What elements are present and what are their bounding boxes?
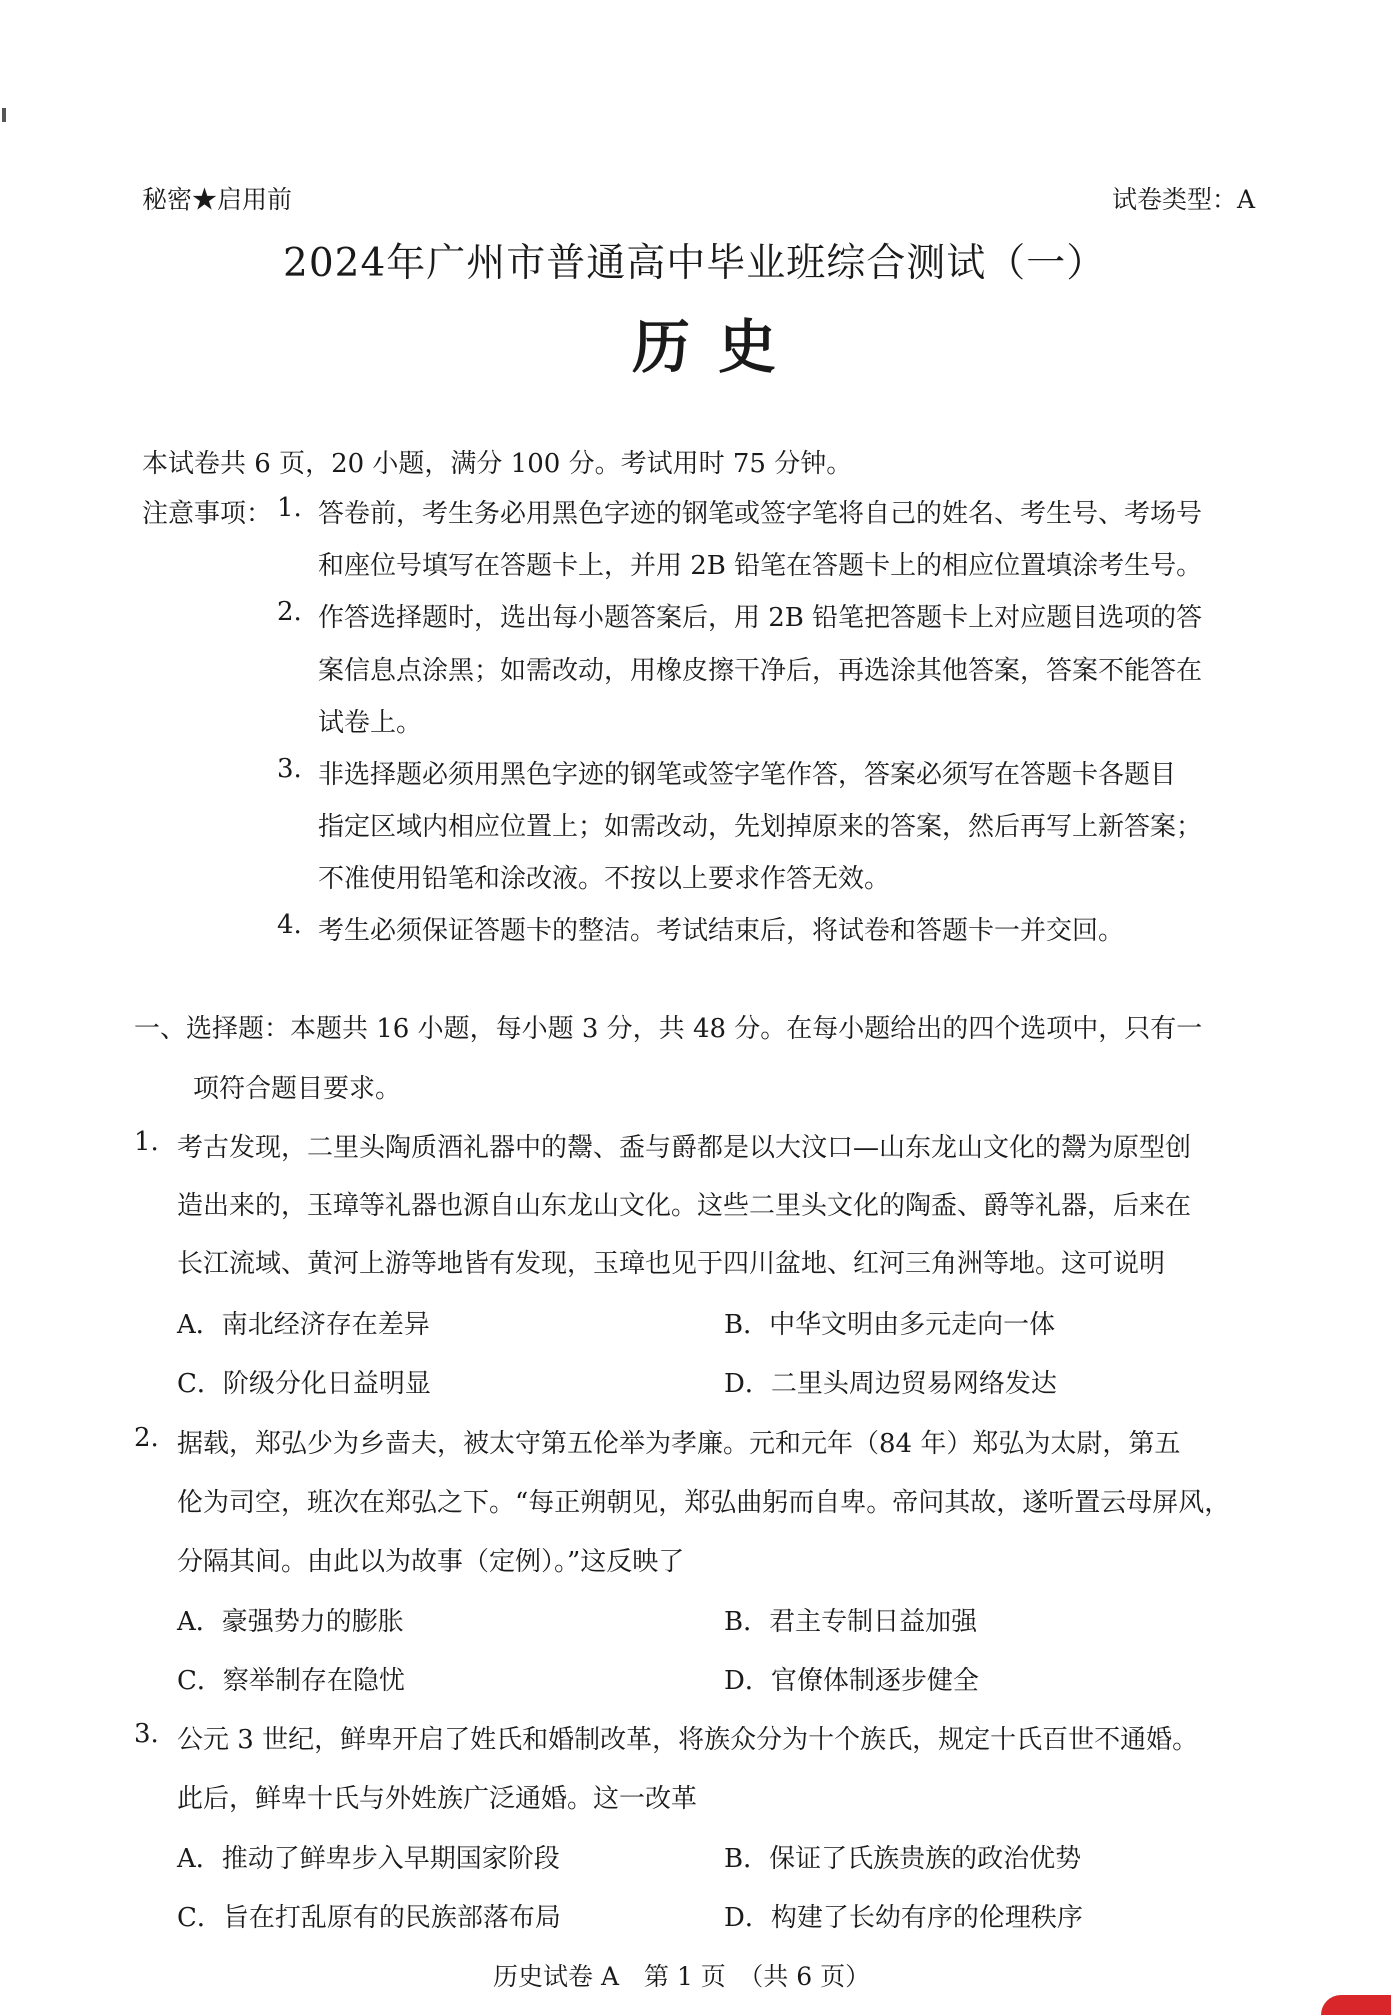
option-a: A．推动了鲜卑步入早期国家阶段 — [177, 1844, 560, 1874]
scan-mark — [2, 108, 6, 122]
question-line: 考古发现，二里头陶质酒礼器中的鬶、盉与爵都是以大汶口—山东龙山文化的鬶为原型创 — [177, 1133, 1192, 1163]
section-heading: 一、选择题：本题共 16 小题，每小题 3 分，共 48 分。在每小题给出的四个选项中，只有一 — [134, 1014, 1203, 1044]
question-line: 此后，鲜卑十氏与外姓族广泛通婚。这一改革 — [177, 1784, 698, 1814]
note-number: 3. — [277, 754, 302, 784]
question-line: 分隔其间。由此以为故事（定例）。”这反映了 — [177, 1547, 685, 1577]
note-line: 案信息点涂黑；如需改动，用橡皮擦干净后，再选涂其他答案，答案不能答在 — [318, 656, 1203, 686]
option-d: D．官僚体制逐步健全 — [724, 1666, 979, 1696]
confidential-label: 秘密★启用前 — [142, 185, 293, 214]
exam-title: 2024年广州市普通高中毕业班综合测试（一） — [283, 241, 1107, 286]
question-line: 伦为司空，班次在郑弘之下。“每正朔朝见，郑弘曲躬而自卑。帝问其故，遂听置云母屏风， — [177, 1488, 1231, 1518]
page-footer: 历史试卷 A 第 1 页 （共 6 页） — [493, 1962, 871, 1991]
option-c: C．阶级分化日益明显 — [177, 1369, 431, 1399]
option-d: D．二里头周边贸易网络发达 — [724, 1369, 1057, 1399]
corner-tab — [1321, 1995, 1391, 2015]
question-number: 1. — [134, 1127, 159, 1157]
notes-label: 注意事项： — [142, 499, 273, 529]
note-number: 4. — [277, 910, 302, 940]
option-d: D．构建了长幼有序的伦理秩序 — [724, 1903, 1083, 1933]
note-line: 和座位号填写在答题卡上，并用 2B 铅笔在答题卡上的相应位置填涂考生号。 — [318, 551, 1203, 581]
option-b: B．保证了氏族贵族的政治优势 — [724, 1844, 1082, 1874]
option-c: C．察举制存在隐忧 — [177, 1666, 405, 1696]
question-number: 3. — [134, 1719, 159, 1749]
option-b: B．君主专制日益加强 — [724, 1607, 978, 1637]
question-line: 公元 3 世纪，鲜卑开启了姓氏和婚制改革，将族众分为十个族氏，规定十氏百世不通婚。 — [177, 1725, 1199, 1755]
question-line: 据载，郑弘少为乡啬夫，被太守第五伦举为孝廉。元和元年（84 年）郑弘为太尉，第五 — [177, 1429, 1181, 1459]
note-line: 指定区域内相应位置上；如需改动，先划掉原来的答案，然后再写上新答案； — [318, 812, 1203, 842]
option-c: C．旨在打乱原有的民族部落布局 — [177, 1903, 561, 1933]
note-line: 试卷上。 — [318, 708, 423, 738]
note-number: 2. — [277, 597, 302, 627]
note-line: 答卷前，考生务必用黑色字迹的钢笔或签字笔将自己的姓名、考生号、考场号 — [318, 499, 1203, 529]
exam-intro: 本试卷共 6 页，20 小题，满分 100 分。考试用时 75 分钟。 — [142, 449, 853, 479]
question-line: 长江流域、黄河上游等地皆有发现，玉璋也见于四川盆地、红河三角洲等地。这可说明 — [177, 1249, 1166, 1279]
paper-type-label: 试卷类型：A — [1112, 185, 1256, 214]
question-line: 造出来的，玉璋等礼器也源自山东龙山文化。这些二里头文化的陶盉、爵等礼器，后来在 — [177, 1191, 1192, 1221]
option-a: A．南北经济存在差异 — [177, 1310, 430, 1340]
subject-title: 历史 — [632, 313, 805, 381]
question-number: 2. — [134, 1423, 159, 1453]
note-line: 作答选择题时，选出每小题答案后，用 2B 铅笔把答题卡上对应题目选项的答 — [318, 603, 1203, 633]
note-line: 考生必须保证答题卡的整洁。考试结束后，将试卷和答题卡一并交回。 — [318, 916, 1125, 946]
section-heading-cont: 项符合题目要求。 — [193, 1074, 402, 1104]
note-line: 不准使用铅笔和涂改液。不按以上要求作答无效。 — [318, 864, 891, 894]
note-number: 1. — [277, 493, 302, 523]
option-a: A．豪强势力的膨胀 — [177, 1607, 404, 1637]
option-b: B．中华文明由多元走向一体 — [724, 1310, 1056, 1340]
note-line: 非选择题必须用黑色字迹的钢笔或签字笔作答，答案必须写在答题卡各题目 — [318, 760, 1177, 790]
